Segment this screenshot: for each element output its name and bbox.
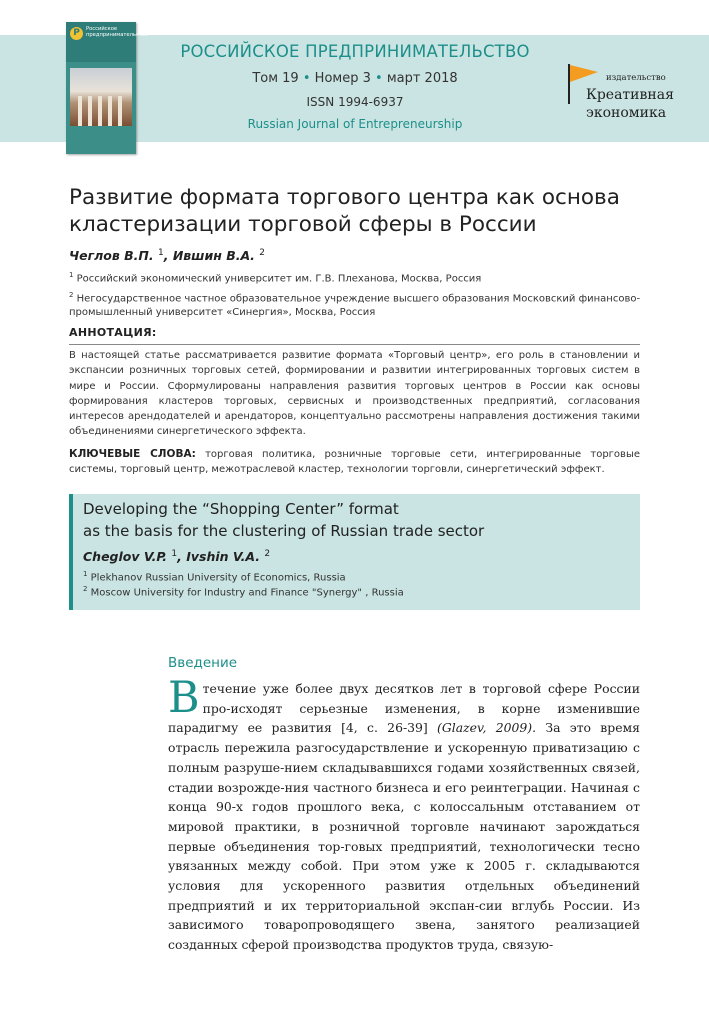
abstract-divider — [69, 344, 640, 345]
body-paragraph — [168, 673, 641, 955]
article-title-en — [83, 498, 623, 542]
publisher-name-line1: Креативная — [586, 87, 674, 103]
affiliation-2 — [69, 288, 644, 320]
affiliation-en-1 — [83, 570, 346, 583]
cover-title: Российское предпринимательство — [86, 26, 149, 38]
cover-column — [78, 96, 82, 126]
journal-title-en: Russian Journal of Entrepreneurship — [247, 117, 463, 131]
author-name: Ivshin V.A. — [186, 549, 261, 565]
author-name: Чеглов В.П. — [69, 248, 154, 264]
affiliation-1 — [69, 268, 644, 286]
publisher-label: издательство — [606, 73, 666, 83]
affiliation-mark: 2 — [69, 291, 74, 299]
publisher-name-line2: экономика — [586, 105, 667, 121]
keywords-text: торговая политика, розничные торговые сети, интегрированные торговые системы, торговый центр, межотраслевой кластер, технологии торговли, синергетический эффект. — [69, 449, 640, 476]
author-affiliation-mark: 2 — [264, 549, 271, 559]
affiliation-text: Негосударственное частное образовательное учреждение высшего образования Московский финансово-промышленный университет «Синергия», Москва, Россия — [69, 293, 641, 319]
journal-cover-image — [66, 22, 149, 154]
author-name: Cheglov V.P. — [83, 549, 168, 565]
affiliation-en-2 — [83, 585, 404, 598]
drop-cap: В — [168, 673, 200, 723]
english-summary-accent-bar — [69, 494, 73, 610]
author-affiliation-mark: 1 — [171, 549, 178, 559]
affiliation-text: Российский экономический университет им. Г.В. Плеханова, Москва, Россия — [76, 273, 482, 285]
citation: (Glazev, 2009). — [437, 720, 537, 736]
cover-building-picture — [70, 68, 132, 126]
author-affiliation-mark: 1 — [157, 248, 164, 258]
cover-logo-icon: P — [70, 27, 83, 40]
cover-column — [108, 96, 112, 126]
cover-column — [88, 96, 92, 126]
cover-column — [118, 96, 122, 126]
affiliation-mark: 1 — [83, 570, 88, 578]
separator-dot: • — [375, 71, 383, 86]
body-text-part: За это время отрасль пережила разгосударствление и ускоренную приватизацию с полным разруше-нием складывавшихся годами хозяйственных связей, стадии возрожде-ния частного бизнеса и его реинтеграции. Начиная с конца 90-х годов прошлого века, с колоссальным отставанием от мировой практики, в розничной торговле начинают зарождаться первые объединения тор-говых предприятий, технологически тесно увязанных между собой. При этом уже к 2005 г. складываются условия для ускоренного развития отдельных объединений предприятий и их территориальной экспан-сии вглубь России. Из зависимого товаропроводящего звена, занятого реализацией созданных сферой производства продуктов труда, связую- — [168, 720, 641, 953]
volume: Том 19 — [252, 71, 299, 86]
issue-number: Номер 3 — [314, 71, 371, 86]
affiliation-mark: 2 — [83, 585, 88, 593]
abstract-heading: АННОТАЦИЯ: — [69, 326, 157, 339]
title-en-line: Developing the “Shopping Center” format — [83, 500, 399, 518]
authors-ru: Чеглов В.П. $^1$, Ившин В.А. $^2$ — [69, 248, 265, 264]
authors-en: Cheglov V.P. $^1$, Ivshin V.A. $^2$ — [83, 549, 271, 565]
title-en-line: as the basis for the clustering of Russian trade sector — [83, 522, 485, 540]
keywords-label: КЛЮЧЕВЫЕ СЛОВА: — [69, 448, 196, 460]
author-affiliation-mark: 2 — [259, 248, 265, 258]
journal-issue — [170, 71, 540, 86]
article-title-ru: Развитие формата торгового центра как основа кластеризации торговой сферы в России — [69, 185, 620, 237]
issue-date: март 2018 — [386, 71, 458, 86]
separator-dot: • — [302, 71, 311, 86]
publisher-logo — [566, 60, 696, 120]
abstract-text: В настоящей статье рассматривается развитие формата «Торговый центр», его роль в становлении и экспансии розничных торговых сетей, формировании и развитии интегрированных торговых систем в мире и России. Сформулированы направления развития торговых центров в России как основы формирования кластеров торговых, сервисных и производственных предприятий, согласования интересов арендодателей и арендаторов, концептуально рассмотрены направления достижения такими объединениями синергетического эффекта. — [69, 350, 640, 438]
author-name: Ившин В.А. — [172, 248, 255, 264]
affiliation-text: Moscow University for Industry and Finance "Synergy" , Russia — [90, 587, 404, 599]
body-text-part: течение уже более двух десятков лет в торговой сфере России про-исходят серьезные изменения, в корне изменившие парадигму ее развития [4, с. 26-39] — [168, 681, 640, 736]
keywords — [69, 447, 640, 478]
cover-top — [66, 22, 149, 62]
cover-column — [98, 96, 102, 126]
issn: ISSN 1994-6937 — [306, 95, 404, 109]
section-heading: Введение — [168, 655, 238, 671]
affiliation-text: Plekhanov Russian University of Economics, Russia — [90, 572, 346, 584]
journal-title: РОССИЙСКОЕ ПРЕДПРИНИМАТЕЛЬСТВО — [180, 42, 530, 61]
affiliation-mark: 1 — [69, 271, 74, 279]
